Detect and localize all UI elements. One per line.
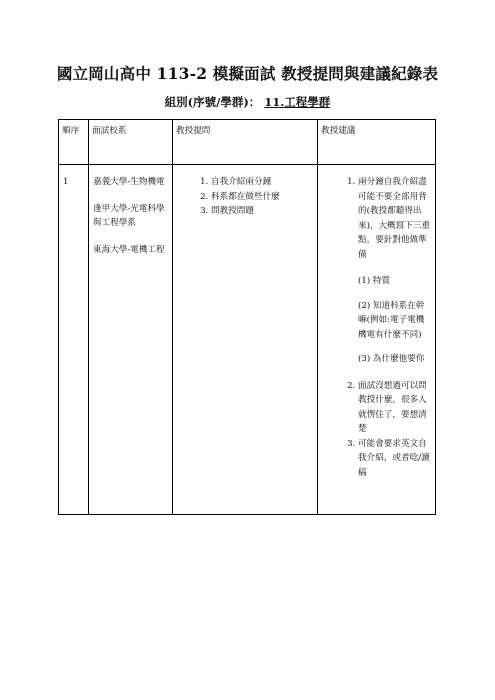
row-order: 1 xyxy=(59,165,89,515)
question-list xyxy=(177,175,313,219)
school-item: 東海大學-電機工程 xyxy=(93,244,165,255)
advice-list xyxy=(322,175,431,480)
advice-text: 兩分鐘自我介紹盡可能不要全部用背的(教授都聽得出來)，大概寫下三重點，要針對他做準備 xyxy=(358,177,431,260)
advice-subitem: (2) 知道科系在幹嘛(例如:電子電機機電有什麼不同) xyxy=(358,300,425,340)
school-item: 嘉義大學-生物機電 xyxy=(93,177,165,187)
record-table xyxy=(58,119,436,515)
header-order: 順序 xyxy=(59,120,89,165)
advice-item: 3. 可能會要求英文自我介紹，或者唸/讀稿 xyxy=(358,437,431,481)
header-school: 面試校系 xyxy=(89,120,173,165)
row-schools xyxy=(89,165,173,515)
advice-item: 2. 面試沒想過可以問教授什麼，很多人就愣住了，要想清楚 xyxy=(358,379,431,437)
group-value: 11.工程學群 xyxy=(264,95,331,109)
question-item: 3. 問教授問題 xyxy=(211,204,313,219)
advice-subitem: (3) 為什麼他要你 xyxy=(358,354,425,364)
header-advice: 教授建議 xyxy=(318,120,436,165)
group-label: 組別(序號/學群)： xyxy=(164,95,261,109)
table-row xyxy=(59,165,436,515)
row-questions xyxy=(173,165,318,515)
question-item: 1. 自我介紹兩分鐘 xyxy=(211,175,313,190)
advice-item xyxy=(358,175,431,367)
question-item: 2. 科系都在做些什麼 xyxy=(211,190,313,205)
header-questions: 教授提問 xyxy=(173,120,318,165)
document-title: 國立岡山高中 113-2 模擬面試 教授提問與建議紀錄表 xyxy=(56,64,439,83)
row-advice xyxy=(318,165,436,515)
table-header-row xyxy=(59,120,436,165)
advice-subitem: (1) 特質 xyxy=(358,276,391,286)
group-line xyxy=(0,94,495,110)
school-item: 逢甲大學-光電科學與工程學系 xyxy=(93,203,165,228)
